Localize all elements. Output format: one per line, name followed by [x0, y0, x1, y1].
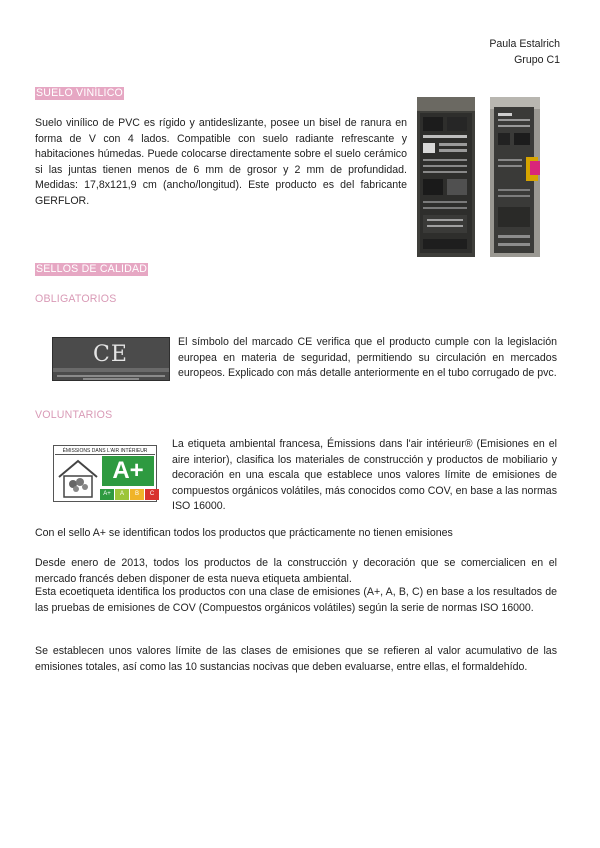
ce-mark-strip	[53, 368, 169, 372]
paragraph-ecolabel: Esta ecoetiqueta identifica los productos con una clase de emisiones (A+, A, B, C) en base a los resultados de las pruebas de emisiones de COV (Compuestos orgánicos volátiles) según la serie de normas ISO 16000.	[35, 586, 557, 614]
vinyl-description: Suelo vinílico de PVC es rígido y antideslizante, posee un bisel de ranura en forma de V con 4 lados. Compatible con suelo radiante refrescante y habitaciones húmedas. Puede colocarse directamente sobre el suelo cerámico si las juntas tienen menos de 6 mm de grosor y 2 mm de profundidad. Medidas: 17,8x121,9 cm (ancho/longitud). Este producto es del fabricante GERFLOR.	[35, 117, 407, 207]
product-photo-front-image	[417, 97, 475, 257]
section-title-seals: SELLOS DE CALIDAD	[36, 263, 148, 275]
ce-mark-fineprint	[83, 378, 139, 380]
paragraph-since-2013: Desde enero de 2013, todos los productos de la construcción y decoración que se comercialicen en el mercado francés deben disponer de esta nueva etiqueta ambiental.	[35, 557, 557, 585]
emissions-description: La etiqueta ambiental francesa, Émissions dans l'air intérieur® (Emisiones en el aire interior), clasifica los materiales de construcción y productos de mobiliario y decoración en una escala que establece unos valores límite de emisiones de compuestos orgánicos volátiles, más conocidos como COV, en base a las normas ISO 16000.	[172, 438, 557, 512]
scale-grade-c: C	[145, 489, 159, 500]
emissions-grade: A+	[102, 456, 154, 486]
scale-grade-a: A	[115, 489, 129, 500]
header	[489, 36, 560, 68]
paragraph-limit-values: Se establecen unos valores límite de las clases de emisiones que se refieren al valor acumulativo de las emisiones totales, así como las 10 sustancias nocivas que deben evaluarse, entre ellas, el formaldehído.	[35, 645, 557, 673]
product-photo-back	[490, 97, 540, 257]
ce-mark-fineprint	[57, 375, 165, 377]
product-photo-back-image	[490, 97, 540, 257]
ce-mark-symbol: CE	[93, 342, 128, 367]
scale-grade-aplus: A+	[100, 489, 114, 500]
product-photo-front	[417, 97, 475, 257]
emissions-label-title: ÉMISSIONS DANS L'AIR INTÉRIEUR	[55, 447, 155, 455]
subheading-voluntary: VOLUNTARIOS	[35, 409, 113, 421]
ce-mark-image	[52, 337, 170, 381]
paragraph-aplus: Con el sello A+ se identifican todos los productos que prácticamente no tienen emisiones	[35, 527, 453, 539]
subheading-mandatory: OBLIGATORIOS	[35, 293, 117, 305]
house-icon	[57, 457, 99, 499]
emissions-label	[53, 445, 157, 502]
section-title-vinyl: SUELO VINÍLICO	[36, 87, 123, 99]
group-name: Grupo C1	[514, 54, 560, 66]
emissions-scale	[100, 489, 160, 500]
scale-grade-b: B	[130, 489, 144, 500]
ce-description: El símbolo del marcado CE verifica que el producto cumple con la legislación europea en materia de seguridad, permitiendo su circulación en mercados europeos. Explicado con más detalle anteriormente en el tubo corrugado de pvc.	[178, 336, 557, 379]
author-name: Paula Estalrich	[489, 38, 560, 50]
